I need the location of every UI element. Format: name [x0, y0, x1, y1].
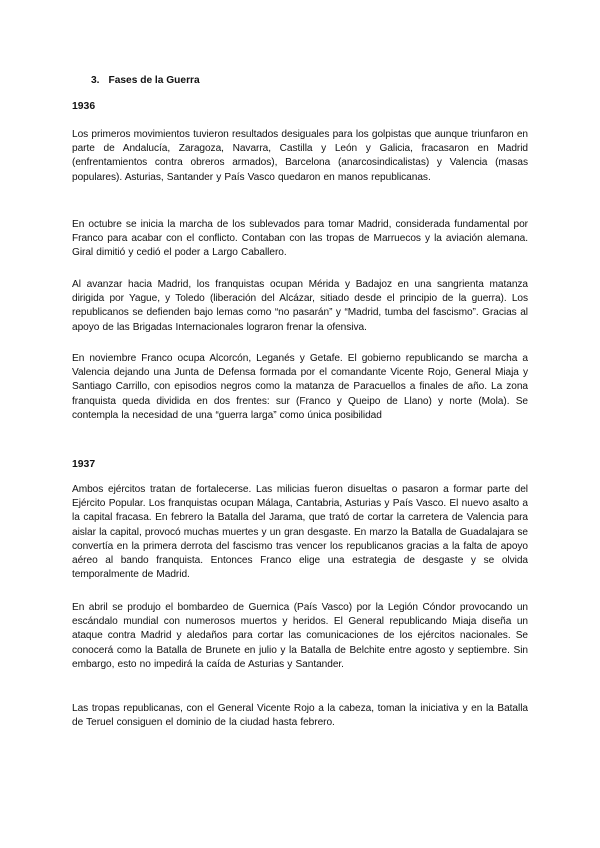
paragraph-1936-2: En octubre se inicia la marcha de los sublevados para tomar Madrid, considerada fundamental por Franco para acabar con el conflicto. Contaban con las tropas de Marruecos y la aviación alemana. Giral dimitió y cedió el poder a Largo Caballero.	[72, 219, 528, 259]
paragraph-1936-1: Los primeros movimientos tuvieron resultados desiguales para los golpistas que aunque triunfaron en parte de Andalucía, Zaragoza, Navarra, Castilla y León y Galicia, fracasaron en Madrid (enfrentamientos contra obreros armados), Barcelona (anarcosindicalistas) y Valencia (masas populares). Asturias, Santander y País Vasco quedaron en manos republicanas.	[72, 129, 528, 183]
section-heading	[91, 75, 200, 86]
year-heading-1936: 1936	[72, 101, 96, 112]
year-heading-1937: 1937	[72, 459, 96, 470]
paragraph-1937-2: En abril se produjo el bombardeo de Guernica (País Vasco) por la Legión Cóndor provocando un escándalo mundial con numerosos muertos y heridos. El General republicando Miaja diseña un ataque contra Madrid y aledaños para cortar las comunicaciones de los ejércitos nacionales. Se conocerá como la Batalla de Brunete en julio y la Batalla de Belchite entre agosto y septiembre. Sin embargo, esto no impedirá la caída de Asturias y Santander.	[72, 602, 528, 670]
paragraph-1937-1: Ambos ejércitos tratan de fortalecerse. Las milicias fueron disueltas o pasaron a formar parte del Ejército Popular. Los franquistas ocupan Málaga, Cantabria, Asturias y País Vasco. El nuevo asalto a la capital fracasa. En febrero la Batalla del Jarama, que trató de cortar la carretera de Valencia para aislar la capital, provocó muchas muertes y un gran desgaste. En marzo la Batalla de Guadalajara se convertía en la primera derrota del fascismo tras vencer los republicanos gracias a la falta de apoyo aéreo al bando franquista. Entonces Franco elige una estrategia de desgaste y se olvida temporalmente de Madrid.	[72, 484, 528, 581]
section-title: Fases de la Guerra	[108, 75, 200, 86]
paragraph-1936-4: En noviembre Franco ocupa Alcorcón, Leganés y Getafe. El gobierno republicando se marcha a Valencia dejando una Junta de Defensa formada por el comandante Vicente Rojo, General Miaja y Santiago Carrillo, con episodios negros como la matanza de Paracuellos a finales de año. La zona franquista queda dividida en dos frentes: sur (Franco y Queipo de Llano) y norte (Mola). Se contempla la necesidad de una “guerra larga” como única posibilidad	[72, 353, 528, 421]
paragraph-1936-3: Al avanzar hacia Madrid, los franquistas ocupan Mérida y Badajoz en una sangrienta matanza dirigida por Yague, y Toledo (liberación del Alcázar, sitiado desde el principio de la guerra). Los republicanos se defienden bajo lemas como “no pasarán” y “Madrid, tumba del fascismo”. Gracias al apoyo de las Brigadas Internacionales lograron frenar la ofensiva.	[72, 279, 528, 333]
paragraph-1937-3: Las tropas republicanas, con el General Vicente Rojo a la cabeza, toman la iniciativa y en la Batalla de Teruel consiguen el dominio de la ciudad hasta febrero.	[72, 703, 528, 729]
section-number: 3.	[91, 75, 100, 86]
